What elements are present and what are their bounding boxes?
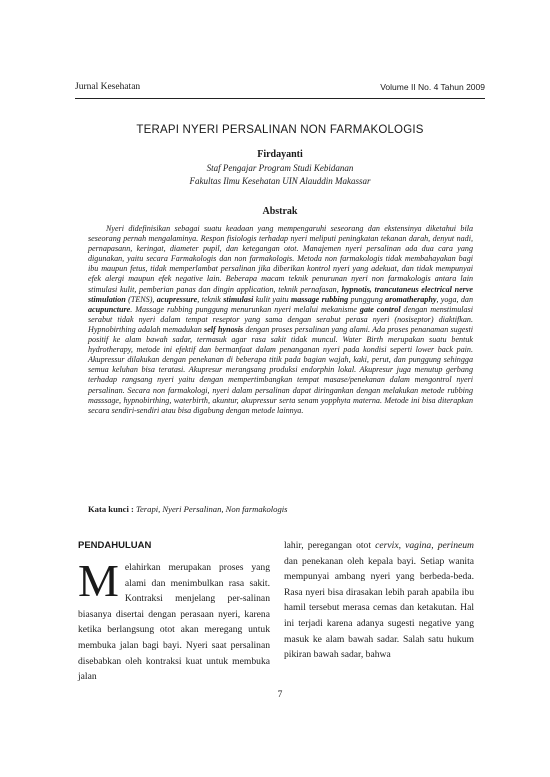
article-author: Firdayanti <box>257 149 303 160</box>
abstract-segment: (TENS), <box>125 294 157 304</box>
abstract-segment: , yoga, dan <box>436 294 474 304</box>
intro-text-right: lahir, peregangan otot <box>284 540 376 551</box>
author-affiliation-1: Staf Pengajar Program Studi Kebidanan <box>206 163 354 173</box>
journal-name: Jurnal Kesehatan <box>75 82 141 92</box>
abstract-body <box>88 224 473 416</box>
keywords-label: Kata kunci : <box>88 504 134 514</box>
keywords-text: Terapi, Nyeri Persalinan, Non farmakologis <box>136 504 288 514</box>
abstract-term: aromatheraphy <box>385 294 437 304</box>
abstract-segment: punggung <box>348 294 386 304</box>
anatomy-terms: cervix, vagina, perineum <box>375 540 474 551</box>
volume-info: Volume II No. 4 Tahun 2009 <box>380 82 485 92</box>
intro-paragraph <box>78 555 270 685</box>
section-heading: PENDAHULUAN <box>78 540 152 551</box>
abstract-segment: dengan menstimulasi serabut tidak nyeri dalam tempat reseptor yang sama dengan serabut perasa nyeri (nosiseptor) diaktifkan. Hypnobirthing adalah memadukan <box>88 304 474 334</box>
abstract-segment: , teknik <box>197 294 224 304</box>
abstract-term: hypnotis, trancutaneus electrical nerve stimulation <box>88 284 474 304</box>
article-title: TERAPI NYERI PERSALINAN NON FARMAKOLOGIS <box>136 124 424 136</box>
running-header <box>75 82 485 96</box>
abstract-term: stimulasi <box>223 294 254 304</box>
abstract-heading: Abstrak <box>262 206 298 217</box>
drop-cap: M <box>78 555 119 606</box>
abstract-term: self hynosis <box>204 324 244 334</box>
intro-column-right <box>284 538 474 663</box>
abstract-segment: . Massage rubbing punggung menurunkan nyeri melalui mekanisme <box>130 304 360 314</box>
abstract-segment: kulit yaitu <box>253 294 291 304</box>
page-number: 7 <box>277 690 283 700</box>
abstract-term: acupuncture <box>88 304 131 314</box>
author-affiliation-2: Fakultas Ilmu Kesehatan UIN Alauddin Makassar <box>189 176 371 186</box>
abstract-term: gate control <box>359 304 401 314</box>
abstract-segment: Nyeri didefinisikan sebagai suatu keadaan yang mempengaruhi seseorang dan ekstensinya diketahui bila seseorang pernah mengalaminya. Respon fisiologis terhadap nyeri meliputi peningkatan tekanan darah, denyut nadi, pernapasann, keringat, diameter pupil, dan ketegangan otot. Manajemen nyeri persalinan ada dua cara yang digunakan, yaitu secara Farmakologis dan non farmakologis. Metoda non farmakologis tidak membahayakan bagi ibu maupun fetus, tidak memperlambat persalinan jika diberikan kontrol nyeri yang adekuat, dan tidak mempunyai efek alergi maupun efek negative lain. Beberapa macam teknik penurunan nyeri non farmakologis antara lain stimulasi kulit, pemberian panas dan dingin application, teknik pernafasan, <box>88 224 473 294</box>
intro-text-right: dan penekanan oleh kepala bayi. Setiap wanita mempunyai ambang nyeri yang berbeda-beda. Rasa nyeri bisa dirasakan lebih parah apabila ibu hamil tersebut merasa cemas dan ketakutan. Hal ini terjadi karena adanya sugesti negative yang masuk ke alam bawah sadar. Salah satu hukum pikiran bawah sadar, bahwa <box>284 555 474 661</box>
abstract-segment: dengan proses persalinan yang alami. Ada proses penanaman sugesti positif ke alam bawah sadar, termasuk agar rasa sakit tidak muncul. Water Birth merupakan suatu bentuk hydrotherapy, metode ini efektif dan bermanfaat dalam penanganan nyeri pada kondisi seperti lower back pain. Akupressur dilakukan dengan penekanan di beberapa titik pada bagian wajah, kaki, perut, dan punggung sehingga semua keluhan bisa teratasi. Akupresur merangsang produksi endorphin lokal. Akupresur juga menutup gerbang terhadap rangsang nyeri yaitu dengan mempertimbangkan tempat masase/penekanan dalam mengontrol nyeri persalinan. Secara non farmakologi, nyeri dalam persalinan dapat diringankan dengan melakukan metode rubbing masssage, hypnobirthing, waterbirth, akuntur, akupressur serta senam yopphyta materna. Metode ini bisa diterapkan secara sendiri-sendiri atau bisa digabung dengan metode lainnya. <box>88 324 473 415</box>
header-rule <box>75 98 485 99</box>
keywords <box>88 504 473 514</box>
intro-text-left: elahirkan merupakan proses yang alami dan menimbulkan rasa sakit. Kontraksi menjelang per-salinan biasanya disertai dengan perasaan nyeri, karena ketika berlangsung otot akan meregang untuk membuka jalan bagi bayi. Nyeri saat persalinan disebabkan oleh kontraksi kuat untuk membuka jalan <box>78 562 270 683</box>
abstract-term: acupressure <box>156 294 198 304</box>
intro-column-left <box>78 540 270 685</box>
abstract-term: massage rubbing <box>290 294 349 304</box>
